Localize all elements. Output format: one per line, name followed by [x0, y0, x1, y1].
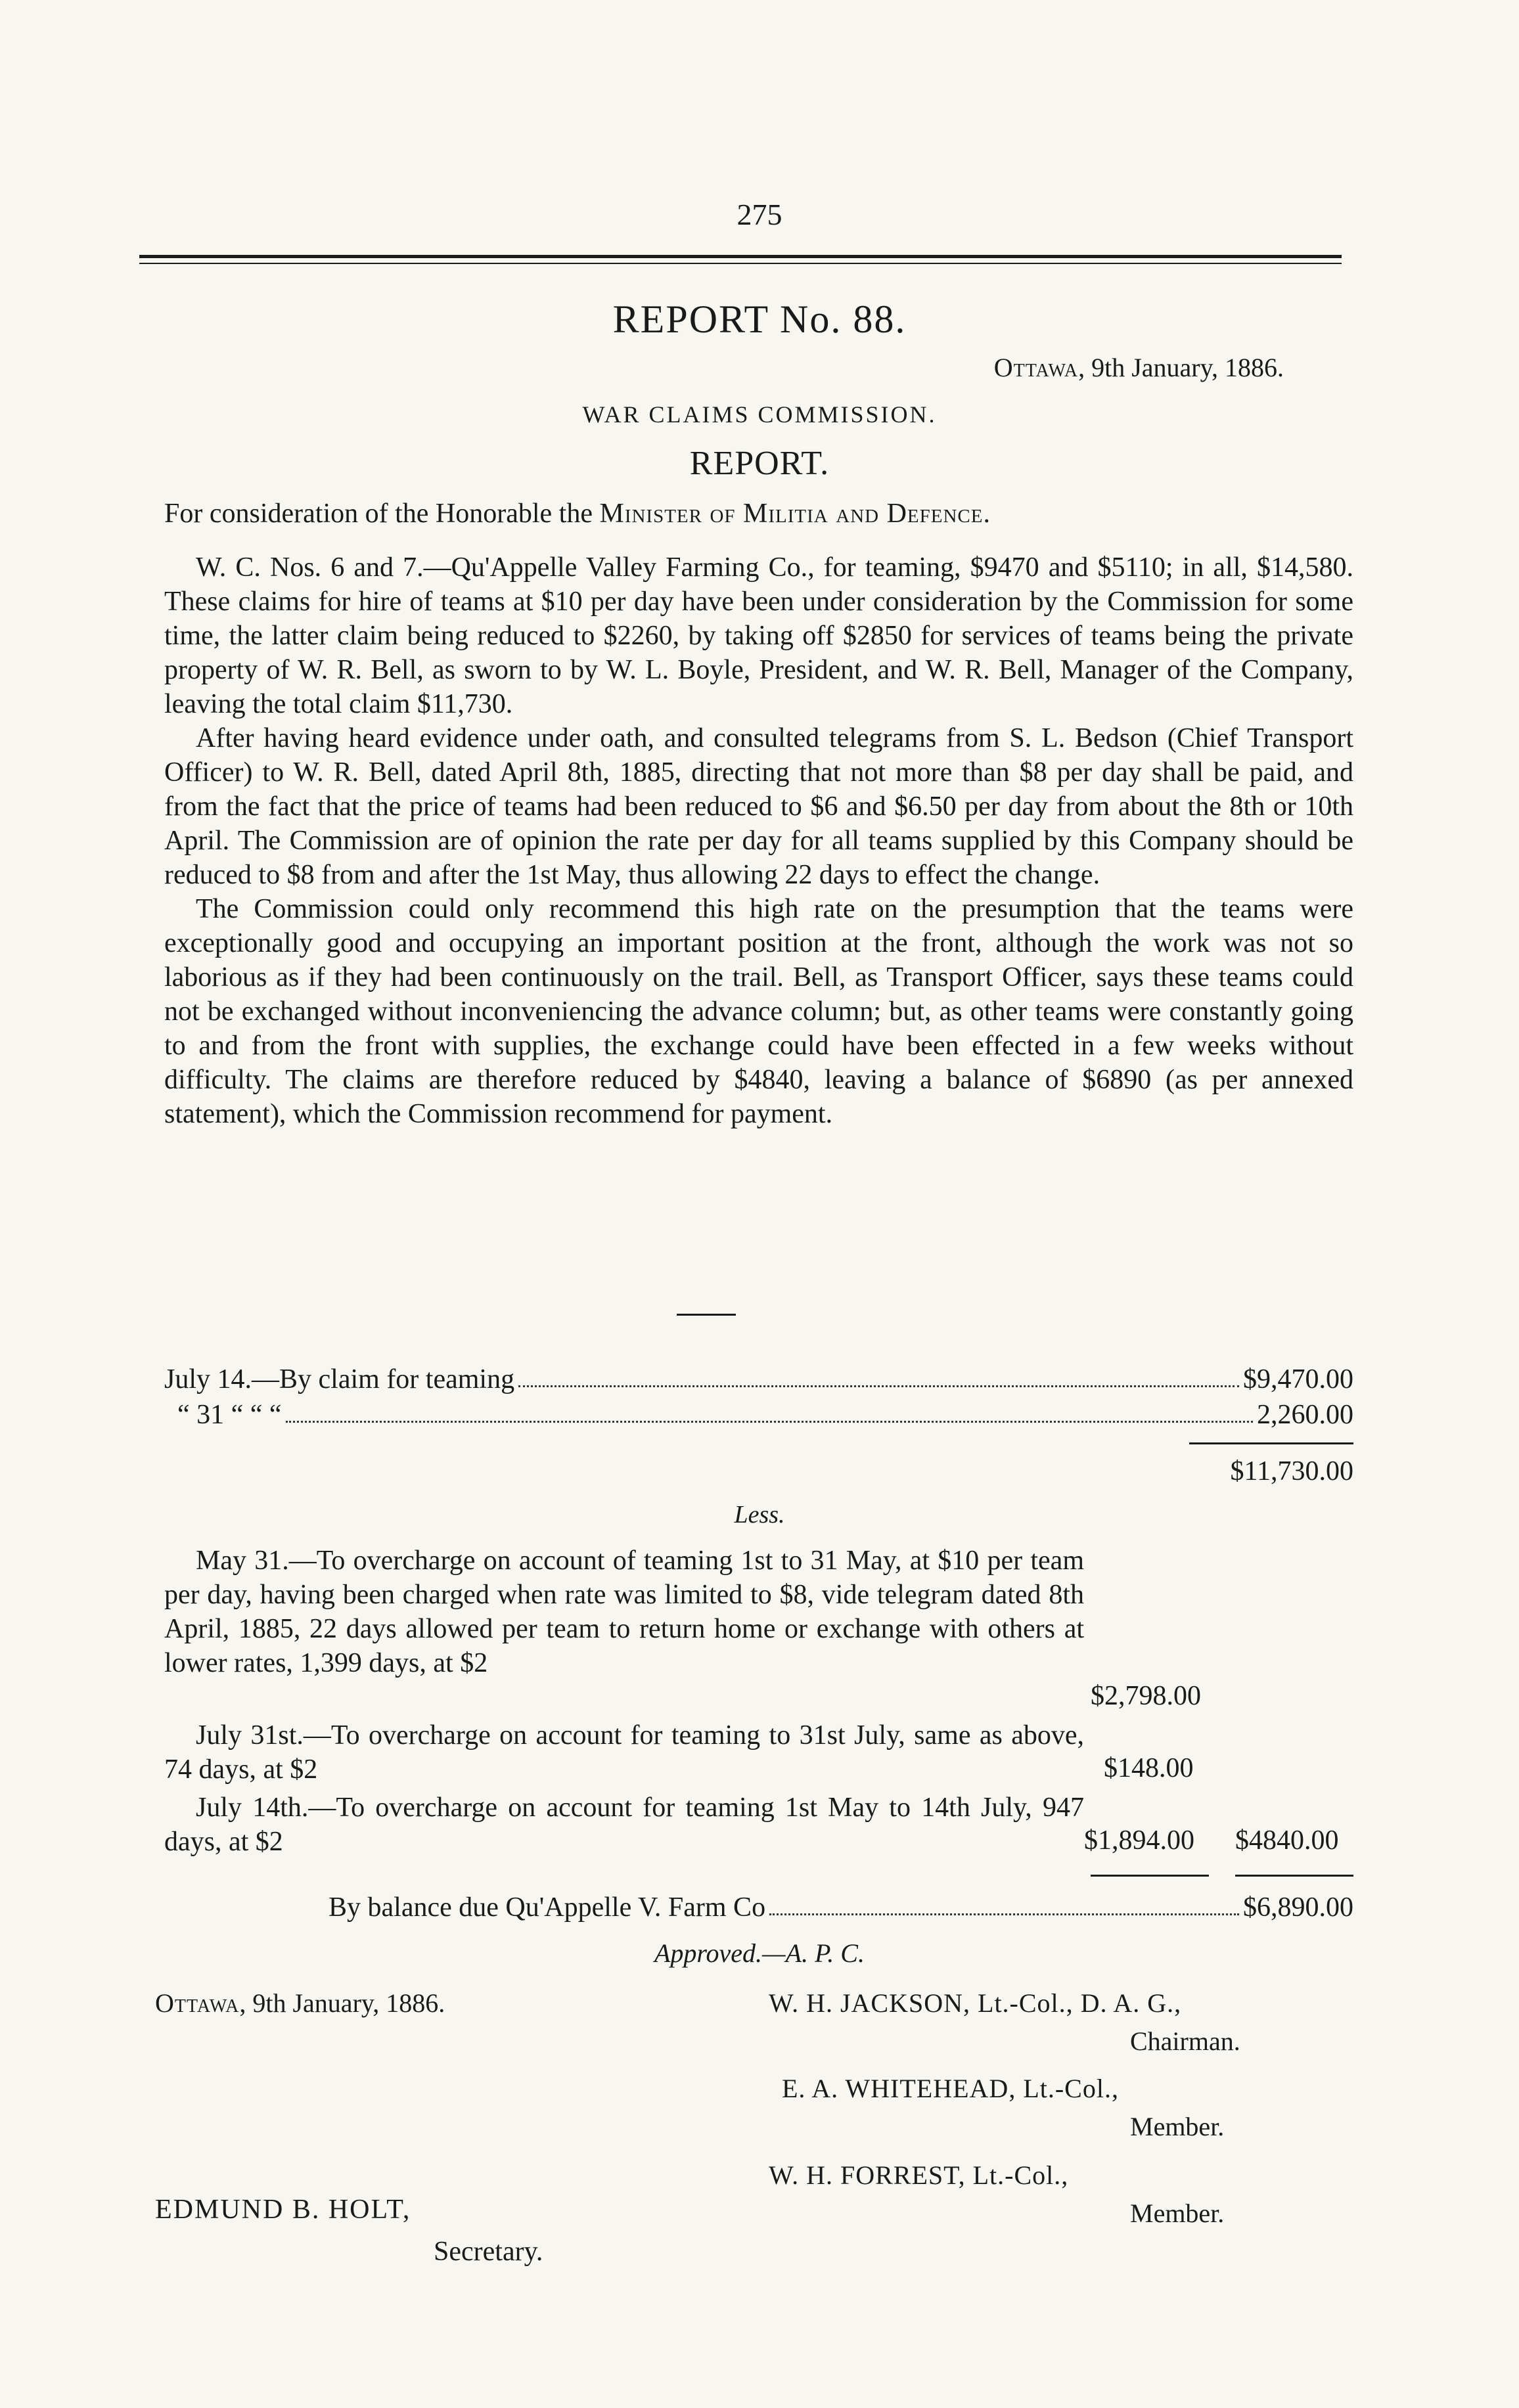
leader-dots [518, 1364, 1239, 1387]
consideration-suffix: . [983, 499, 990, 529]
balance-label: By balance due Qu'Appelle V. Farm Co [329, 1892, 766, 1923]
signature-date [155, 1988, 445, 2018]
section-divider [677, 1314, 736, 1316]
signatory-name: W. H. FORREST, Lt.-Col., [769, 2160, 1069, 2190]
report-subtitle: REPORT. [689, 445, 830, 482]
consideration-line [164, 498, 990, 529]
less-heading: Less. [734, 1501, 785, 1528]
approved-line: Approved.—A. P. C. [654, 1938, 865, 1968]
deduction-item [164, 1718, 1084, 1787]
deduction-text: July 31st.—To overcharge on account for teaming to 31st July, same as above, 74 days, at $2 [164, 1720, 1084, 1785]
signatory-name: W. H. JACKSON, Lt.-Col., D. A. G., [769, 1988, 1182, 2018]
claim-label: “ 31 “ “ “ [177, 1400, 282, 1430]
signatory-role: Chairman. [1130, 2026, 1240, 2056]
deduction-item [164, 1544, 1084, 1680]
paragraph: After having heard evidence under oath, and consulted telegrams from S. L. Bedson (Chief Transport Officer) to W. R. Bell, dated April 8th, 1885, directing that not more than $8 per day shall be paid, and from the fact that the price of teams had been reduced to $6 and $6.50 per day from about the 8th or 10th April. The Commission are of opinion the rate per day for all teams supplied by this Company should be reduced to $8 from and after the 1st May, thus allowing 22 days to effect the change. [164, 723, 1353, 890]
report-date-value: , 9th January, 1886. [1078, 353, 1284, 382]
claim-label: July 14.—By claim for teaming [164, 1364, 515, 1394]
paragraph: The Commission could only recommend this high rate on the presumption that the teams were exceptionally good and occupying an important position at the front, although the work was not so laborious as if they had been continuously on the trail. Bell, as Transport Officer, says these teams could not be exchanged without inconveniencing the advance column; but, as other teams were constantly going to and from the front with supplies, the exchange could have been effected in a few weeks without difficulty. The claims are therefore reduced by $4840, leaving a balance of $6890 (as per annexed statement), which the Commission recommend for payment. [164, 894, 1353, 1129]
balance-amount: $6,890.00 [1243, 1892, 1353, 1923]
report-title: REPORT No. 88. [612, 298, 907, 341]
report-body [164, 550, 1353, 1131]
header-rule-thin [139, 263, 1342, 264]
secretary-name: EDMUND B. HOLT, [155, 2195, 411, 2225]
claims-total: $11,730.00 [1230, 1456, 1353, 1486]
subtotal-rule [1235, 1875, 1353, 1877]
subtotal-rule [1091, 1875, 1209, 1877]
deduction-amount: $148.00 [1104, 1753, 1194, 1783]
deduction-amount: $1,894.00 [1084, 1825, 1194, 1856]
report-date-place: Ottawa [993, 353, 1079, 382]
signatory-role: Member. [1130, 2198, 1225, 2228]
paragraph: W. C. Nos. 6 and 7.—Qu'Appelle Valley Farming Co., for teaming, $9470 and $5110; in all, $14,580. These claims for hire of teams at $10 per day have been under consideration by the Commission for some time, the latter claim being reduced to $2260, by taking off $2850 for services of teams being the private property of W. R. Bell, as sworn to by W. L. Boyle, President, and W. R. Bell, Manager of the Company, leaving the total claim $11,730. [164, 552, 1353, 719]
commission-heading: WAR CLAIMS COMMISSION. [582, 401, 937, 428]
consideration-office: Minister of Militia and Defence [599, 499, 984, 529]
consideration-prefix: For consideration of the Honorable the [164, 499, 600, 529]
page-number: 275 [737, 198, 782, 231]
deduction-text: July 14th.—To overcharge on account for teaming 1st May to 14th July, 947 days, at $2 [164, 1793, 1084, 1857]
claim-line [164, 1399, 1353, 1431]
leader-dots [286, 1399, 1253, 1423]
total-rule [1189, 1442, 1353, 1444]
report-date [994, 352, 1284, 383]
deduction-text: May 31.—To overcharge on account of teaming 1st to 31 May, at $10 per team per day, having been charged when rate was limited to $8, vide telegram dated 8th April, 1885, 22 days allowed per team to return home or exchange with others at lower rates, 1,399 days, at $2 [164, 1546, 1084, 1678]
signature-date-place: Ottawa [155, 1988, 240, 2018]
balance-line [329, 1892, 1353, 1923]
signatory-role: Member. [1130, 2112, 1225, 2141]
signatory-name: E. A. WHITEHEAD, Lt.-Col., [782, 2074, 1119, 2103]
claim-amount: $9,470.00 [1243, 1364, 1353, 1394]
header-rule-thick [139, 255, 1342, 258]
deduction-item [164, 1791, 1084, 1859]
secretary-role: Secretary. [434, 2237, 543, 2267]
signature-date-value: , 9th January, 1886. [239, 1988, 445, 2018]
claim-amount: 2,260.00 [1257, 1400, 1353, 1430]
deductions-total: $4840.00 [1235, 1825, 1339, 1856]
leader-dots [769, 1892, 1239, 1915]
claim-line [164, 1364, 1353, 1395]
deduction-amount: $2,798.00 [1091, 1681, 1201, 1711]
